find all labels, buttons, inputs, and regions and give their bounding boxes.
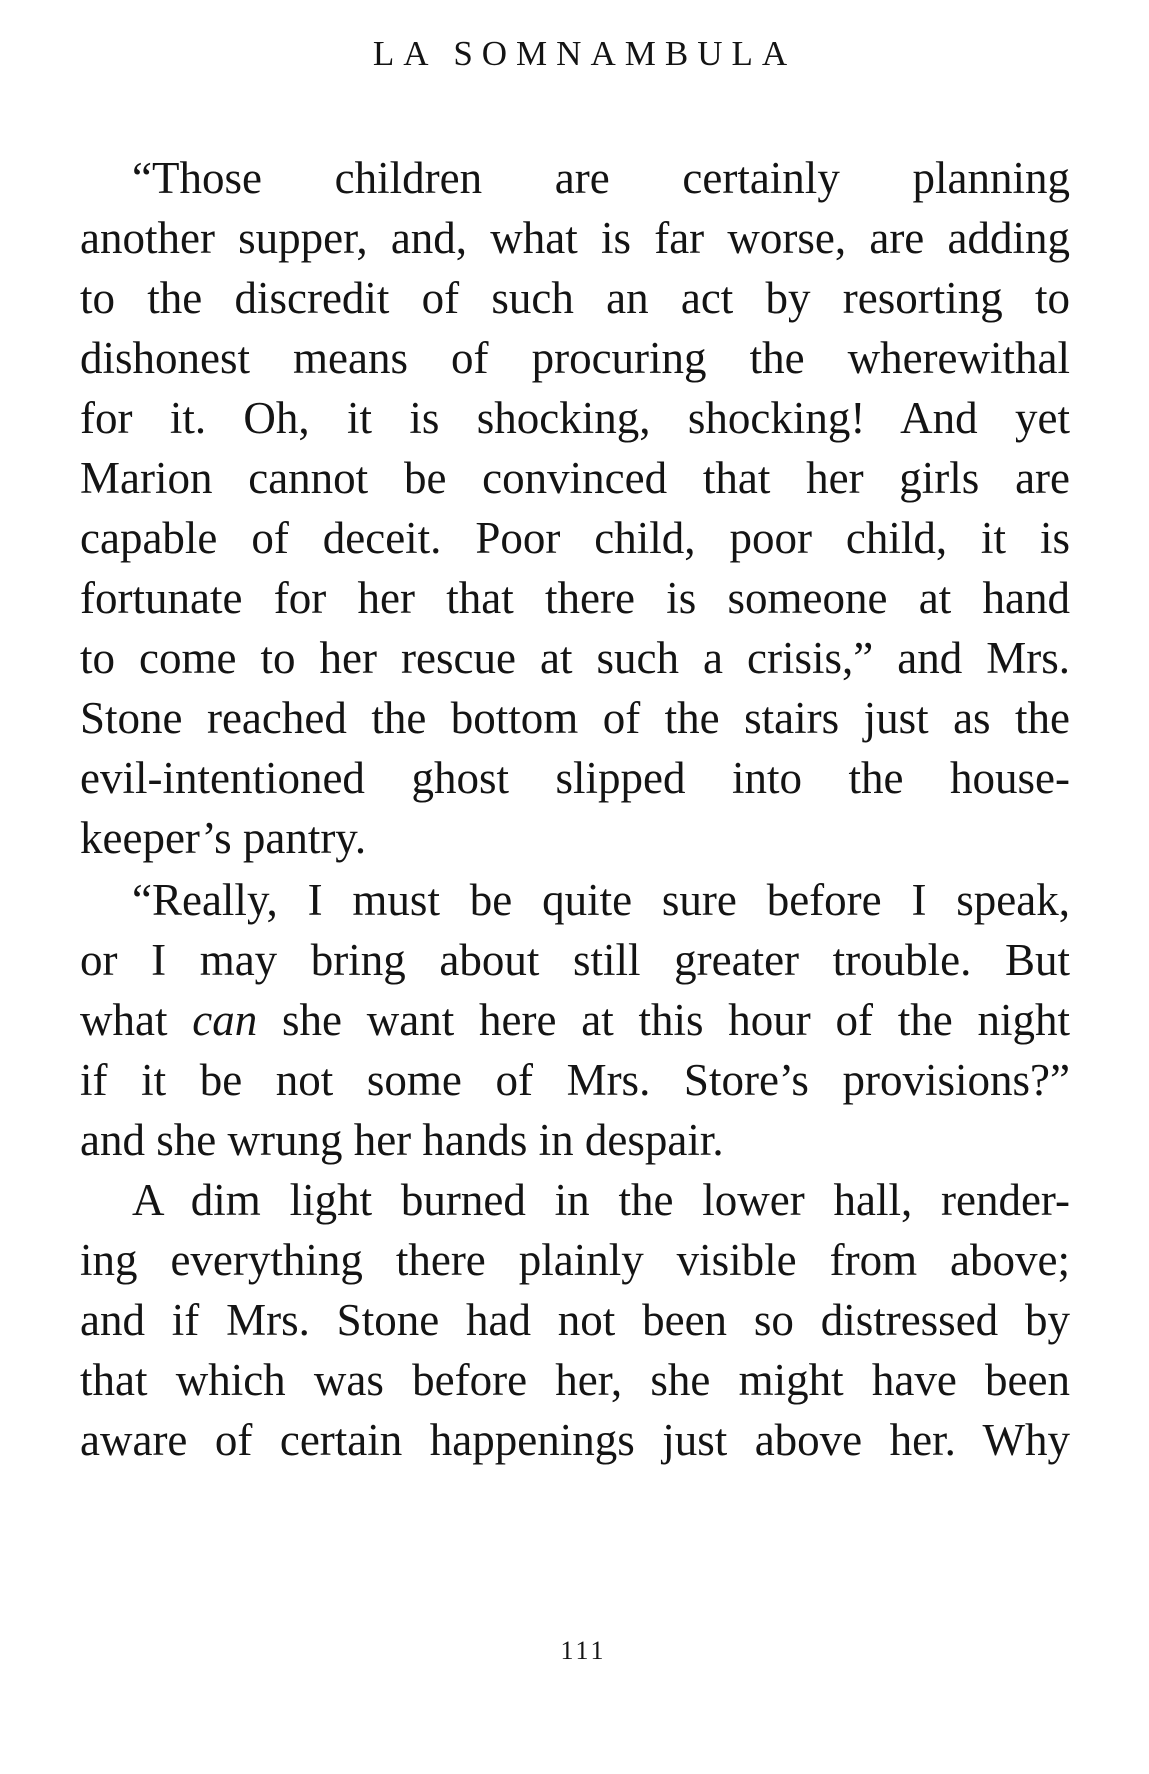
text-line: Stone reached the bottom of the stairs just as the [80,693,1070,743]
text-line: dishonest means of procuring the wherewithal [80,333,1070,383]
text-line: “Really, I must be quite sure before I speak, [132,875,1070,925]
text-line [80,992,1070,1048]
text-line: evil-intentioned ghost slipped into the house- [80,753,1070,803]
text-line: for it. Oh, it is shocking, shocking! And yet [80,393,1070,443]
text-line: capable of deceit. Poor child, poor child, it is [80,513,1070,563]
text-line: ing everything there plainly visible from above; [80,1235,1070,1285]
page-number: 111 [560,1636,607,1665]
text-line: and if Mrs. Stone had not been so distressed by [80,1295,1070,1345]
italic-word: can [192,995,258,1045]
text-fragment: what [80,995,168,1045]
text-line: aware of certain happenings just above her. Why [80,1415,1070,1465]
text-line: to the discredit of such an act by resorting to [80,273,1070,323]
text-line: “Those children are certainly planning [132,153,1070,203]
text-line: keeper’s pantry. [80,813,367,863]
text-line: that which was before her, she might have been [80,1355,1070,1405]
text-line: if it be not some of Mrs. Store’s provisions?” [80,1055,1070,1105]
text-line: Marion cannot be convinced that her girls are [80,453,1070,503]
text-line: A dim light burned in the lower hall, render- [132,1175,1070,1225]
text-line: to come to her rescue at such a crisis,” and Mrs. [80,633,1070,683]
running-head: LA SOMNAMBULA [372,34,797,73]
text-line: another supper, and, what is far worse, are adding [80,213,1070,263]
text-line: or I may bring about still greater trouble. But [80,935,1070,985]
text-fragment: she want here at this hour of the night [282,995,1071,1045]
text-line: and she wrung her hands in despair. [80,1115,724,1165]
text-line: fortunate for her that there is someone at hand [80,573,1070,623]
